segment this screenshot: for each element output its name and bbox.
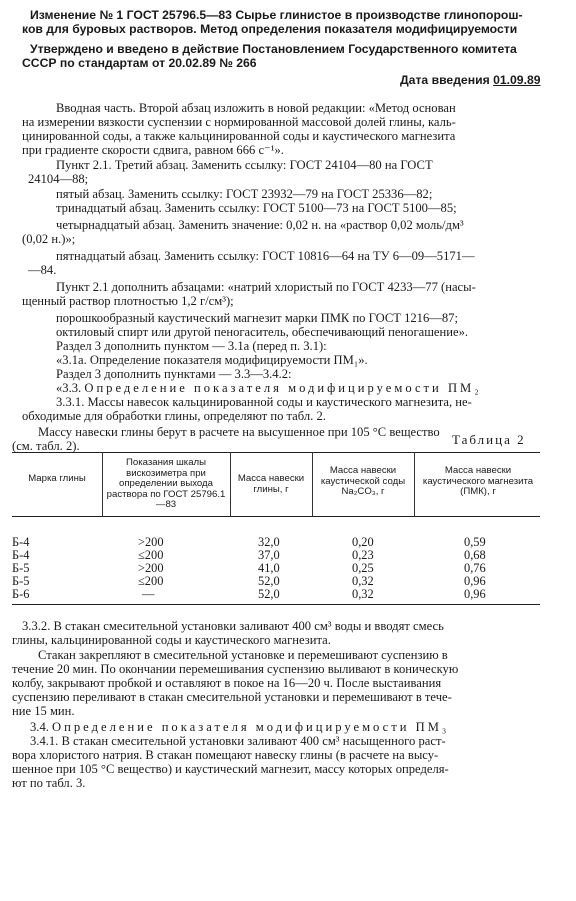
body-line: глины, кальцинированной соды и каустического магнезита. <box>12 633 331 647</box>
table-cell: ≤200 <box>138 574 164 588</box>
table-cell: 0,96 <box>464 587 486 601</box>
body-line: Вводная часть. Второй абзац изложить в новой редакции: «Метод основан <box>56 101 456 115</box>
table-cell: Б-5 <box>12 574 30 588</box>
body-line: при градиенте скорости сдвига, равном 666 с⁻¹». <box>22 143 284 157</box>
body-line: на измерении вязкости суспензии с нормированной массовой долей глины, каль- <box>22 115 456 129</box>
body-line: Пункт 2.1 дополнить абзацами: «натрий хлористый по ГОСТ 4233—77 (насы- <box>56 280 476 294</box>
body-line: ют по табл. 3. <box>12 776 86 790</box>
table-cell: 0,25 <box>352 561 374 575</box>
body-line: 3.4.1. В стакан смесительной установки заливают 400 см³ насыщенного раст- <box>30 734 446 748</box>
table-cell: 0,23 <box>352 548 374 562</box>
header-line-1: Изменение № 1 ГОСТ 25796.5—83 Сырье глинистое в производстве глинопорош- <box>30 8 523 22</box>
body-line: ние 15 мин. <box>12 704 75 718</box>
body-line: четырнадцатый абзац. Заменить значение: 0,02 н. на «раствор 0,02 моль/дм³ <box>56 218 464 232</box>
body-line: течение 20 мин. По окончании перемешивания суспензию выливают в коническую <box>12 662 459 676</box>
column-divider <box>414 452 415 516</box>
body-line: тринадцатый абзац. Заменить ссылку: ГОСТ 5100—73 на ГОСТ 5100—85; <box>56 201 457 215</box>
body-line: Стакан закрепляют в смесительной установке и перемешивают суспензию в <box>38 648 448 662</box>
section-number: 3.4. <box>30 720 49 734</box>
table-cell: 0,32 <box>352 574 374 588</box>
section-heading <box>56 381 482 395</box>
table-cell: 0,76 <box>464 561 486 575</box>
table-cell: 0,32 <box>352 587 374 601</box>
column-header: Марка глины <box>28 473 86 484</box>
body-line: «3.1а. Определение показателя модифицируемости ПМ₁». <box>56 353 368 367</box>
table-cell: 0,96 <box>464 574 486 588</box>
header-line-3: Утверждено и введено в действие Постановлением Государственного комитета <box>30 42 517 56</box>
column-divider <box>102 452 103 516</box>
body-line: щенный раствор плотностью 1,2 г/см³); <box>22 294 234 308</box>
body-line: —84. <box>28 263 57 277</box>
body-line: Раздел 3 дополнить пунктами — 3.3—3.4.2: <box>56 367 292 381</box>
body-line: Массу навески глины берут в расчете на высушенное при 105 °С вещество <box>38 425 440 439</box>
body-line: порошкообразный каустический магнезит марки ПМК по ГОСТ 1216—87; <box>56 311 458 325</box>
body-line: колбу, закрывают пробкой и оставляют в покое на 16—20 ч. После выстаивания <box>12 676 442 690</box>
table-top-rule <box>12 452 540 453</box>
table-cell: 0,59 <box>464 535 486 549</box>
body-line: 24104—88; <box>28 172 89 186</box>
body-line: (0,02 н.)»; <box>22 232 76 246</box>
body-line: обходимые для обработки глины, определяют по табл. 2. <box>22 409 326 423</box>
body-line: (см. табл. 2). <box>12 439 80 453</box>
section-title: Определение показателя модифицируемости ПМ₂ <box>84 381 482 395</box>
header-line-4: СССР по стандартам от 20.02.89 № 266 <box>22 56 257 70</box>
body-line: цинированной соды, а также кальцинированной соды и каустического магнезита <box>22 129 456 143</box>
section-title: Определение показателя модифицируемости ПМ₃ <box>52 720 450 734</box>
header-line-2: ков для буровых растворов. Метод определения показателя модифицируемости <box>22 22 518 36</box>
table-cell: >200 <box>138 535 164 549</box>
table-cell: — <box>142 587 155 601</box>
table-cell: 0,20 <box>352 535 374 549</box>
table-cell: 52,0 <box>258 574 280 588</box>
table-cell: 32,0 <box>258 535 280 549</box>
table-cell: ≤200 <box>138 548 164 562</box>
table-bottom-rule <box>12 604 540 605</box>
body-line: Раздел 3 дополнить пунктом — 3.1а (перед п. 3.1): <box>56 339 327 353</box>
table-cell: Б-5 <box>12 561 30 575</box>
body-line: 3.3.1. Массы навесок кальцинированной соды и каустического магнезита, не- <box>56 395 472 409</box>
effective-date <box>400 73 541 87</box>
column-header: Масса навески каустической соды Na₂CO₃, г <box>320 465 406 497</box>
table-cell: Б-4 <box>12 548 30 562</box>
table-cell: 0,68 <box>464 548 486 562</box>
body-line: вора хлористого натрия. В стакан помещают навеску глины (в расчете на высу- <box>12 748 439 762</box>
body-line: Пункт 2.1. Третий абзац. Заменить ссылку: ГОСТ 24104—80 на ГОСТ <box>56 158 433 172</box>
column-divider <box>230 452 231 516</box>
table-cell: Б-6 <box>12 587 30 601</box>
body-line: шенное при 105 °С вещество) и каустический магнезит, массу которых определя- <box>12 762 449 776</box>
body-line: суспензию переливают в стакан смесительной установки и перемешивают в тече- <box>12 690 452 704</box>
table-caption: Таблица 2 <box>452 432 526 447</box>
body-line: 3.3.2. В стакан смесительной установки заливают 400 см³ воды и вводят смесь <box>22 619 444 633</box>
effective-date-value: 01.09.89 <box>493 73 541 87</box>
table-cell: 52,0 <box>258 587 280 601</box>
section-number: «3.3. <box>56 381 82 395</box>
body-line: пятнадцатый абзац. Заменить ссылку: ГОСТ 10816—64 на ТУ 6—09—5171— <box>56 249 475 263</box>
effective-date-label: Дата введения <box>400 73 490 87</box>
column-header: Масса навески каустического магнезита (ПМК), г <box>422 465 534 497</box>
column-header: Масса навески глины, г <box>237 473 305 495</box>
table-header-rule <box>12 516 540 517</box>
table-cell: >200 <box>138 561 164 575</box>
table-cell: 41,0 <box>258 561 280 575</box>
table-cell: Б-4 <box>12 535 30 549</box>
table-cell: 37,0 <box>258 548 280 562</box>
body-line: пятый абзац. Заменить ссылку: ГОСТ 23932—79 на ГОСТ 25336—82; <box>56 187 433 201</box>
section-heading <box>30 720 449 734</box>
column-divider <box>312 452 313 516</box>
column-header: Показания шкалы вискозиметра при определении выхода раствора по ГОСТ 25796.1—83 <box>106 457 226 510</box>
body-line: октиловый спирт или другой пеногаситель, обеспечивающий пеногашение». <box>56 325 469 339</box>
